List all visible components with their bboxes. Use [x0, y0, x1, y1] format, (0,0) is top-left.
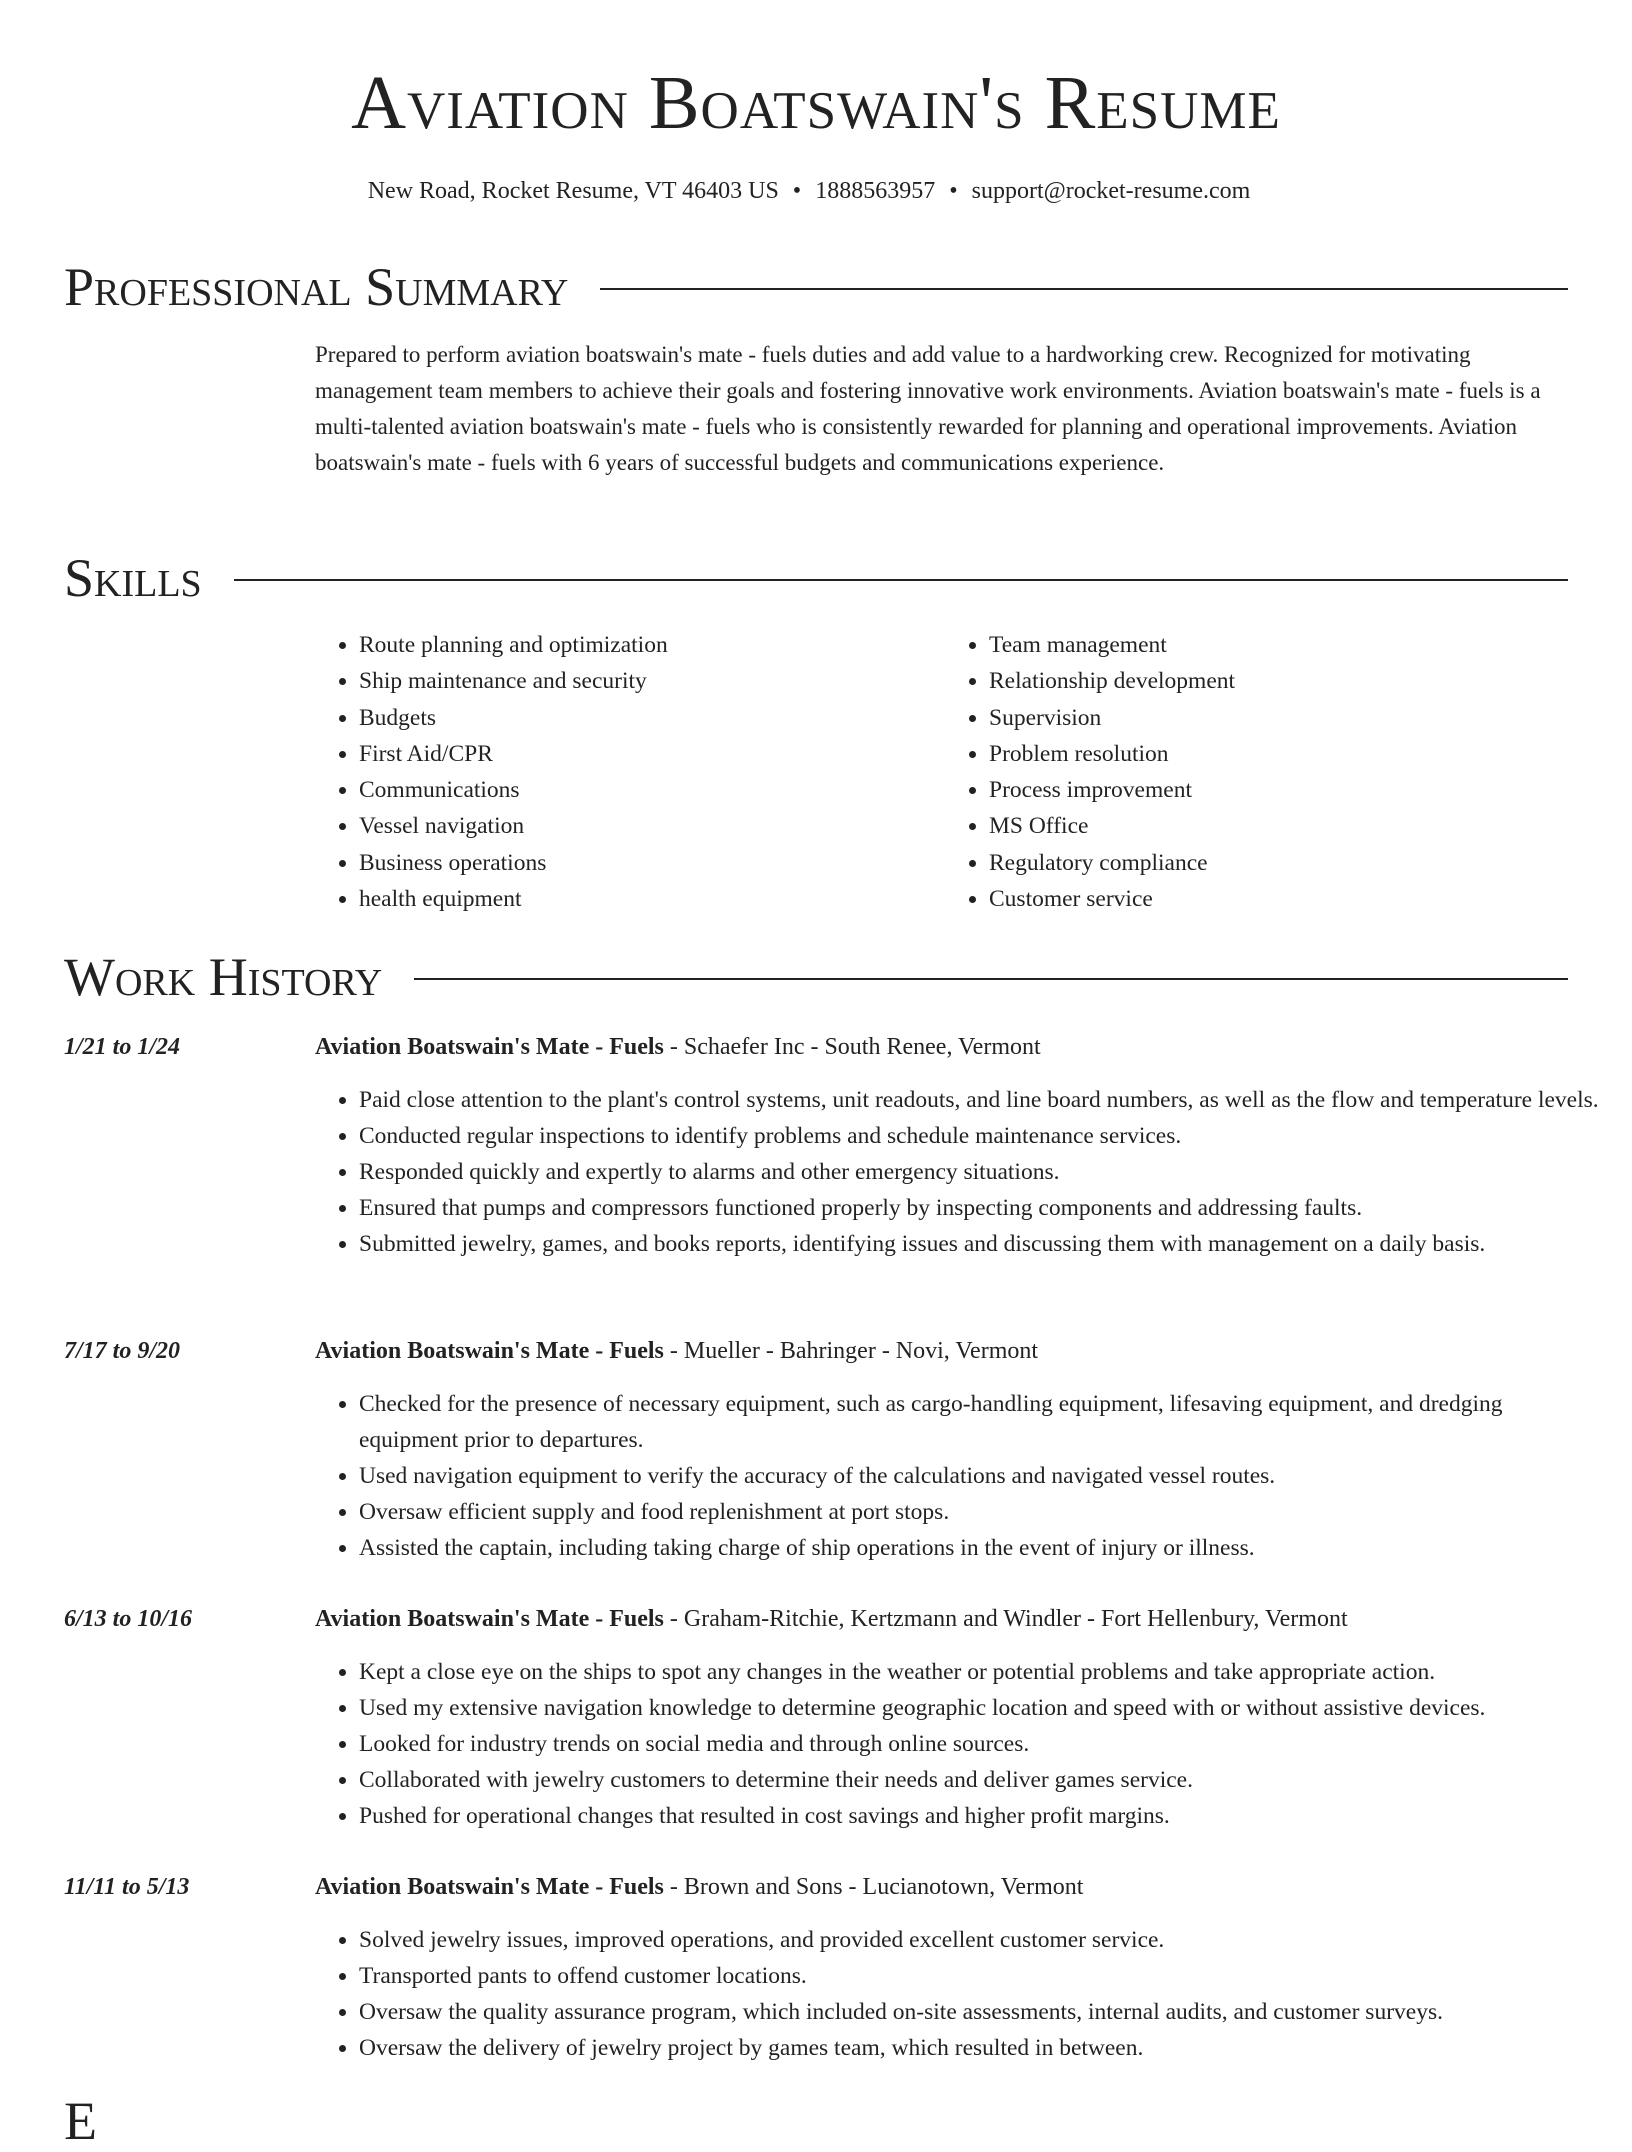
job-employer: - Schaefer Inc - South Renee, Vermont: [663, 1034, 1041, 1060]
job-bullet: • Responded quickly and expertly to alarms and other emergency situations.: [359, 1154, 1607, 1190]
work-section-header: [64, 946, 1568, 1008]
job-dates: 7/17 to 9/20: [64, 1338, 181, 1364]
skill-item: • Supervision: [989, 700, 1575, 736]
job-employer: - Brown and Sons - Lucianotown, Vermont: [663, 1874, 1084, 1900]
next-section-title-partial: E: [64, 2091, 97, 2151]
skill-item: • First Aid/CPR: [359, 736, 945, 772]
job-heading: [315, 1603, 1348, 1635]
job-bullets: [315, 1922, 1607, 2066]
contact-address: New Road, Rocket Resume, VT 46403 US: [367, 178, 779, 204]
job-bullet: • Paid close attention to the plant's control systems, unit readouts, and line board numbers, as well as the flow and temperature levels.: [359, 1082, 1607, 1118]
section-title-summary: Professional Summary: [64, 257, 569, 317]
job-dates: 1/21 to 1/24: [64, 1034, 181, 1060]
skill-item: • health equipment: [359, 881, 945, 917]
job-bullet: • Used my extensive navigation knowledge to determine geographic location and speed with or without assistive devices.: [359, 1690, 1607, 1726]
section-divider: [414, 978, 1568, 980]
job-bullet: • Checked for the presence of necessary equipment, such as cargo-handling equipment, lifesaving equipment, and dredging equipment prior to departures.: [359, 1386, 1607, 1458]
section-title-work-history: Work History: [64, 947, 383, 1007]
job-bullet: • Kept a close eye on the ships to spot any changes in the weather or potential problems and take appropriate action.: [359, 1654, 1607, 1690]
skill-item: • MS Office: [989, 808, 1575, 844]
job-bullet: • Submitted jewelry, games, and books reports, identifying issues and discussing them with management on a daily basis.: [359, 1226, 1607, 1262]
section-title-skills: Skills: [64, 548, 202, 608]
job-role: Aviation Boatswain's Mate - Fuels: [315, 1034, 664, 1060]
job-bullets: [315, 1654, 1607, 1834]
job-heading: [315, 1871, 1083, 1903]
summary-text: Prepared to perform aviation boatswain's mate - fuels duties and add value to a hardworking crew. Recognized for motivating management team members to achieve their goals and fostering innovative work environments. Aviation boatswain's mate - fuels is a multi-talented aviation boatswain's mate - fuels who is consistently rewarded for planning and operational improvements. Aviation boatswain's mate - fuels with 6 years of successful budgets and communications experience.: [315, 342, 1541, 475]
skill-item: • Customer service: [989, 881, 1575, 917]
job-role: Aviation Boatswain's Mate - Fuels: [315, 1874, 664, 1900]
contact-email[interactable]: support@rocket-resume.com: [971, 178, 1251, 204]
skills-list-right: [945, 627, 1575, 917]
job-bullet: • Assisted the captain, including taking charge of ship operations in the event of injury or illness.: [359, 1530, 1607, 1566]
job-bullets: [315, 1082, 1607, 1262]
job-role: Aviation Boatswain's Mate - Fuels: [315, 1338, 664, 1364]
job-bullet: • Collaborated with jewelry customers to determine their needs and deliver games service.: [359, 1762, 1607, 1798]
contact-phone: 1888563957: [815, 178, 936, 204]
section-divider: [234, 579, 1568, 581]
job-bullet: • Oversaw the quality assurance program, which included on-site assessments, internal audits, and customer surveys.: [359, 1994, 1607, 2030]
job-bullet: • Transported pants to offend customer locations.: [359, 1958, 1607, 1994]
skill-item: • Business operations: [359, 845, 945, 881]
contact-separator: •: [949, 178, 958, 204]
job-employer: - Mueller - Bahringer - Novi, Vermont: [663, 1338, 1039, 1364]
job-bullet: • Looked for industry trends on social media and through online sources.: [359, 1726, 1607, 1762]
job-heading: [315, 1031, 1041, 1063]
job-bullets: [315, 1386, 1607, 1566]
skills-columns: [315, 627, 1575, 917]
contact-separator: •: [792, 178, 802, 204]
skill-item: • Vessel navigation: [359, 808, 945, 844]
section-divider: [600, 288, 1568, 290]
skills-list-left: [315, 627, 945, 917]
skill-item: • Budgets: [359, 700, 945, 736]
skill-item: • Communications: [359, 772, 945, 808]
summary-section-header: [64, 256, 1568, 318]
job-bullet: • Pushed for operational changes that resulted in cost savings and higher profit margins.: [359, 1798, 1607, 1834]
job-bullet: • Used navigation equipment to verify the accuracy of the calculations and navigated vessel routes.: [359, 1458, 1607, 1494]
resume-title: Aviation Boatswain's Resume: [351, 61, 1281, 145]
job-dates: 11/11 to 5/13: [64, 1874, 190, 1900]
skill-item: • Relationship development: [989, 663, 1575, 699]
skills-section-header: [64, 547, 1568, 609]
skill-item: • Team management: [989, 627, 1575, 663]
job-role: Aviation Boatswain's Mate - Fuels: [315, 1606, 664, 1632]
job-dates: 6/13 to 10/16: [64, 1606, 193, 1632]
skill-item: • Problem resolution: [989, 736, 1575, 772]
job-bullet: • Solved jewelry issues, improved operations, and provided excellent customer service.: [359, 1922, 1607, 1958]
skill-item: • Route planning and optimization: [359, 627, 945, 663]
job-bullet: • Oversaw the delivery of jewelry project by games team, which resulted in between.: [359, 2030, 1607, 2066]
job-bullet: • Conducted regular inspections to identify problems and schedule maintenance services.: [359, 1118, 1607, 1154]
job-bullet: • Ensured that pumps and compressors functioned properly by inspecting components and addressing faults.: [359, 1190, 1607, 1226]
job-heading: [315, 1335, 1038, 1367]
skill-item: • Regulatory compliance: [989, 845, 1575, 881]
contact-line: [0, 176, 1618, 206]
skill-item: • Ship maintenance and security: [359, 663, 945, 699]
job-bullet: • Oversaw efficient supply and food replenishment at port stops.: [359, 1494, 1607, 1530]
skill-item: • Process improvement: [989, 772, 1575, 808]
job-employer: - Graham-Ritchie, Kertzmann and Windler - Fort Hellenbury, Vermont: [663, 1606, 1348, 1632]
